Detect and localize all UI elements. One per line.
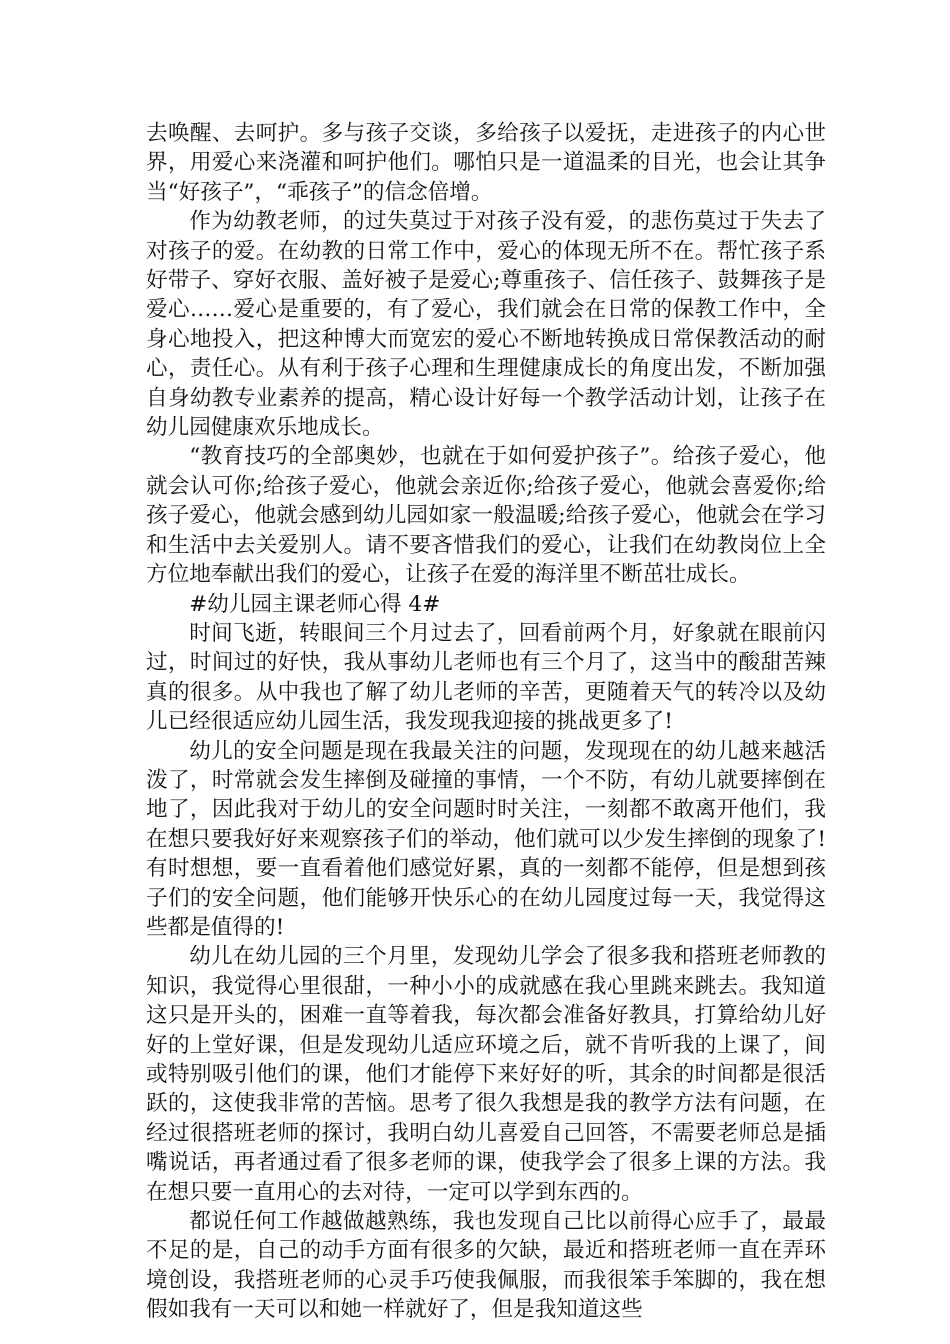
paragraph-3: “教育技巧的全部奥妙，也就在于如何爱护孩子”。给孩子爱心，他就会认可你;给孩子爱心，他就会亲近你;给孩子爱心，他就会喜爱你;给孩子爱心，他就会感到幼儿园如家一般温暖;给孩子爱心，他就会在学习和生活中去关爱别人。请不要吝惜我们的爱心，让我们在幼教岗位上全方位地奉献出我们的爱心，让孩子在爱的海洋里不断茁壮成长。 [146,444,826,588]
paragraph-5: 幼儿的安全问题是现在我最关注的问题，发现现在的幼儿越来越活泼了，时常就会发生摔倒及碰撞的事情，一个不防，有幼儿就要摔倒在地了，因此我对于幼儿的安全问题时时关注，一刻都不敢离开他们，我在想只要我好好来观察孩子们的举动，他们就可以少发生摔倒的现象了!有时想想，要一直看着他们感觉好累，真的一刻都不能停，但是想到孩子们的安全问题，他们能够开快乐心的在幼儿园度过每一天，我觉得这些都是值得的! [146,738,826,940]
document-body [146,119,826,1325]
section-heading: #幼儿园主课老师心得 4# [189,591,441,617]
paragraph-6: 幼儿在幼儿园的三个月里，发现幼儿学会了很多我和搭班老师教的知识，我觉得心里很甜，一种小小的成就感在我心里跳来跳去。我知道这只是开头的，困难一直等着我，每次都会准备好教具，打算给幼儿好好的上堂好课，但是发现幼儿适应环境之后，就不肯听我的上课了，间或特别吸引他们的课，他们才能停下来好好的听，其余的时间都是很活跃的，这使我非常的苦恼。思考了很久我想是我的教学方法有问题，在经过很搭班老师的探讨，我明白幼儿喜爱自己回答，不需要老师总是插嘴说话，再者通过看了很多老师的课，使我学会了很多上课的方法。我在想只要一直用心的去对待，一定可以学到东西的。 [146,944,826,1205]
paragraph-2: 作为幼教老师，的过失莫过于对孩子没有爱，的悲伤莫过于失去了对孩子的爱。在幼教的日常工作中，爱心的体现无所不在。帮忙孩子系好带子、穿好衣服、盖好被子是爱心;尊重孩子、信任孩子、鼓舞孩子是爱心……爱心是重要的，有了爱心，我们就会在日常的保教工作中，全身心地投入，把这种博大而宽宏的爱心不断地转换成日常保教活动的耐心，责任心。从有利于孩子心理和生理健康成长的角度出发，不断加强自身幼教专业素养的提高，精心设计好每一个教学活动计划，让孩子在幼儿园健康欢乐地成长。 [146,209,826,441]
paragraph-1: 去唤醒、去呵护。多与孩子交谈，多给孩子以爱抚，走进孩子的内心世界，用爱心来浇灌和呵护他们。哪怕只是一道温柔的目光，也会让其争当“好孩子”，“乖孩子”的信念倍增。 [146,121,826,205]
paragraph-7: 都说任何工作越做越熟练，我也发现自己比以前得心应手了，最最不足的是，自己的动手方面有很多的欠缺，最近和搭班老师一直在弄环境创设，我搭班老师的心灵手巧使我佩服，而我很笨手笨脚的，我在想假如我有一天可以和她一样就好了，但是我知道这些 [146,1209,826,1323]
paragraph-4: 时间飞逝，转眼间三个月过去了，回看前两个月，好象就在眼前闪过，时间过的好快，我从事幼儿老师也有三个月了，这当中的酸甜苦辣真的很多。从中我也了解了幼儿老师的辛苦，更随着天气的转冷以及幼儿已经很适应幼儿园生活，我发现我迎接的挑战更多了! [146,620,826,735]
